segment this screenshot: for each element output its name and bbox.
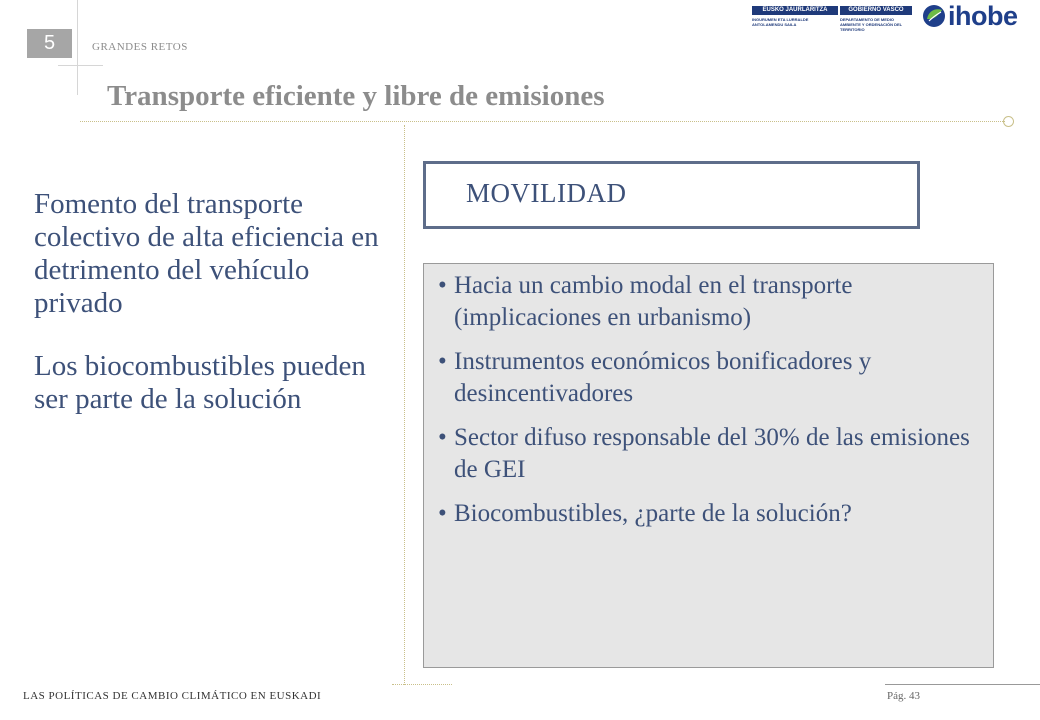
title-underline <box>80 121 1005 122</box>
bullet-list <box>438 270 988 542</box>
left-paragraph-biocombustibles: Los biocombustibles pueden ser parte de la solución <box>34 350 366 415</box>
divider-bottom-left <box>392 684 452 685</box>
section-label: GRANDES RETOS <box>92 41 188 53</box>
decor-vline-top <box>77 0 78 95</box>
footer-text: LAS POLÍTICAS DE CAMBIO CLIMÁTICO EN EUSKADI <box>23 690 322 702</box>
bullet-item-biocombustibles: • Biocombustibles, ¿parte de la solución? <box>438 498 988 530</box>
bullet-item-instrumentos: • Instrumentos económicos bonificadores y desincentivadores <box>438 346 988 410</box>
page-number: Pág. 43 <box>887 690 920 702</box>
gov-logo-left: EUSKO JAURLARITZA <box>752 6 838 15</box>
bullet-item-cambio-modal: • Hacia un cambio modal en el transporte (implicaciones en urbanismo) <box>438 270 988 334</box>
gov-logo-left-sub: INGURUMEN ETA LURRALDE ANTOLAMENDU SAILA <box>752 17 809 27</box>
slide-number-badge: 5 <box>27 29 72 58</box>
movilidad-box <box>423 161 920 229</box>
left-paragraph-transporte: Fomento del transporte colectivo de alta eficiencia en detrimento del vehículo privado <box>34 188 379 319</box>
gov-logo-right: GOBIERNO VASCO <box>840 6 912 15</box>
bullet-item-sector-difuso: • Sector difuso responsable del 30% de las emisiones de GEI <box>438 422 988 486</box>
gobierno-vasco-logo <box>752 6 912 34</box>
ihobe-leaf-icon <box>922 4 946 28</box>
page-title: Transporte eficiente y libre de emisiones <box>107 80 605 112</box>
title-underline-end-icon <box>1003 116 1014 127</box>
decor-hline-top <box>58 65 103 66</box>
bullet-panel <box>423 263 994 668</box>
gov-logo-right-sub: DEPARTAMENTO DE MEDIO AMBIENTE Y ORDENACIÓN DEL TERRITORIO <box>840 17 903 32</box>
divider-vertical <box>404 125 405 685</box>
movilidad-label: MOVILIDAD <box>466 178 627 208</box>
left-text-block <box>34 188 394 416</box>
ihobe-logo-text: ihobe <box>948 1 1018 31</box>
footer-rule <box>885 684 1040 685</box>
